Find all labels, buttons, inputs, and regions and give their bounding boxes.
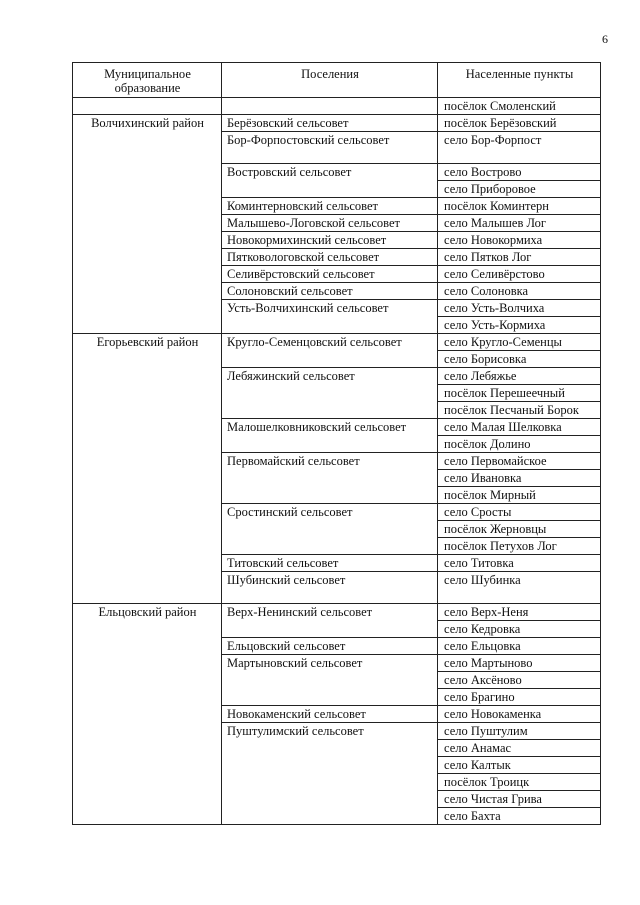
locality-cell: село Шубинка: [438, 572, 601, 604]
settlement-cell: Малышево-Логовской сельсовет: [222, 215, 438, 232]
settlement-cell: [222, 98, 438, 115]
municipality-cell: Волчихинский район: [73, 115, 222, 334]
locality-cell: село Кругло-Семенцы: [438, 334, 601, 351]
settlements-table: [72, 62, 601, 825]
settlement-cell: Мартыновский сельсовет: [222, 655, 438, 706]
settlement-cell: Ельцовский сельсовет: [222, 638, 438, 655]
locality-cell: село Титовка: [438, 555, 601, 572]
settlement-cell: Востровский сельсовет: [222, 164, 438, 198]
settlement-cell: Первомайский сельсовет: [222, 453, 438, 504]
locality-cell: село Солоновка: [438, 283, 601, 300]
locality-cell: село Кедровка: [438, 621, 601, 638]
settlement-cell: Селивёрстовский сельсовет: [222, 266, 438, 283]
locality-cell: посёлок Петухов Лог: [438, 538, 601, 555]
locality-cell: село Бор-Форпост: [438, 132, 601, 164]
locality-cell: село Усть-Волчиха: [438, 300, 601, 317]
table-row: [73, 334, 601, 351]
locality-cell: село Малая Шелковка: [438, 419, 601, 436]
locality-cell: село Селивёрстово: [438, 266, 601, 283]
settlement-cell: Титовский сельсовет: [222, 555, 438, 572]
locality-cell: село Первомайское: [438, 453, 601, 470]
settlement-cell: Бор-Форпостовский сельсовет: [222, 132, 438, 164]
table-header-row: [73, 63, 601, 98]
locality-cell: село Пуштулим: [438, 723, 601, 740]
locality-cell: посёлок Долино: [438, 436, 601, 453]
header-settlements: Поселения: [222, 63, 438, 98]
locality-cell: село Ивановка: [438, 470, 601, 487]
settlement-cell: Усть-Волчихинский сельсовет: [222, 300, 438, 334]
settlement-cell: Верх-Ненинский сельсовет: [222, 604, 438, 638]
locality-cell: посёлок Жерновцы: [438, 521, 601, 538]
locality-cell: село Калтык: [438, 757, 601, 774]
locality-cell: село Малышев Лог: [438, 215, 601, 232]
settlement-cell: Лебяжинский сельсовет: [222, 368, 438, 419]
locality-cell: посёлок Перешеечный: [438, 385, 601, 402]
locality-cell: село Вострово: [438, 164, 601, 181]
table-row: [73, 98, 601, 115]
locality-cell: село Новокормиха: [438, 232, 601, 249]
table-header: [73, 63, 601, 98]
locality-cell: село Анамас: [438, 740, 601, 757]
locality-cell: посёлок Песчаный Борок: [438, 402, 601, 419]
locality-cell: село Усть-Кормиха: [438, 317, 601, 334]
settlement-cell: Шубинский сельсовет: [222, 572, 438, 604]
table-row: [73, 115, 601, 132]
locality-cell: село Верх-Неня: [438, 604, 601, 621]
municipality-cell: Егорьевский район: [73, 334, 222, 604]
header-localities: Населенные пункты: [438, 63, 601, 98]
locality-cell: село Брагино: [438, 689, 601, 706]
locality-cell: село Сросты: [438, 504, 601, 521]
locality-cell: село Новокаменка: [438, 706, 601, 723]
municipality-cell: Ельцовский район: [73, 604, 222, 825]
settlement-cell: Коминтерновский сельсовет: [222, 198, 438, 215]
settlement-cell: Малошелковниковский сельсовет: [222, 419, 438, 453]
locality-cell: посёлок Коминтерн: [438, 198, 601, 215]
locality-cell: посёлок Смоленский: [438, 98, 601, 115]
locality-cell: посёлок Троицк: [438, 774, 601, 791]
settlement-cell: Сростинский сельсовет: [222, 504, 438, 555]
municipality-cell: [73, 98, 222, 115]
settlement-cell: Пятковологовской сельсовет: [222, 249, 438, 266]
locality-cell: село Борисовка: [438, 351, 601, 368]
settlement-cell: Пуштулимский сельсовет: [222, 723, 438, 825]
settlement-cell: Берёзовский сельсовет: [222, 115, 438, 132]
locality-cell: село Ельцовка: [438, 638, 601, 655]
table-row: [73, 604, 601, 621]
page-number: 6: [602, 32, 608, 46]
settlement-cell: Солоновский сельсовет: [222, 283, 438, 300]
locality-cell: село Бахта: [438, 808, 601, 825]
locality-cell: село Мартыново: [438, 655, 601, 672]
settlement-cell: Кругло-Семенцовский сельсовет: [222, 334, 438, 368]
locality-cell: село Аксёново: [438, 672, 601, 689]
locality-cell: село Чистая Грива: [438, 791, 601, 808]
locality-cell: село Пятков Лог: [438, 249, 601, 266]
table-body: [73, 98, 601, 825]
locality-cell: село Приборовое: [438, 181, 601, 198]
locality-cell: посёлок Берёзовский: [438, 115, 601, 132]
locality-cell: село Лебяжье: [438, 368, 601, 385]
settlement-cell: Новокаменский сельсовет: [222, 706, 438, 723]
locality-cell: посёлок Мирный: [438, 487, 601, 504]
settlement-cell: Новокормихинский сельсовет: [222, 232, 438, 249]
header-municipality: Муниципальное образование: [73, 63, 222, 98]
